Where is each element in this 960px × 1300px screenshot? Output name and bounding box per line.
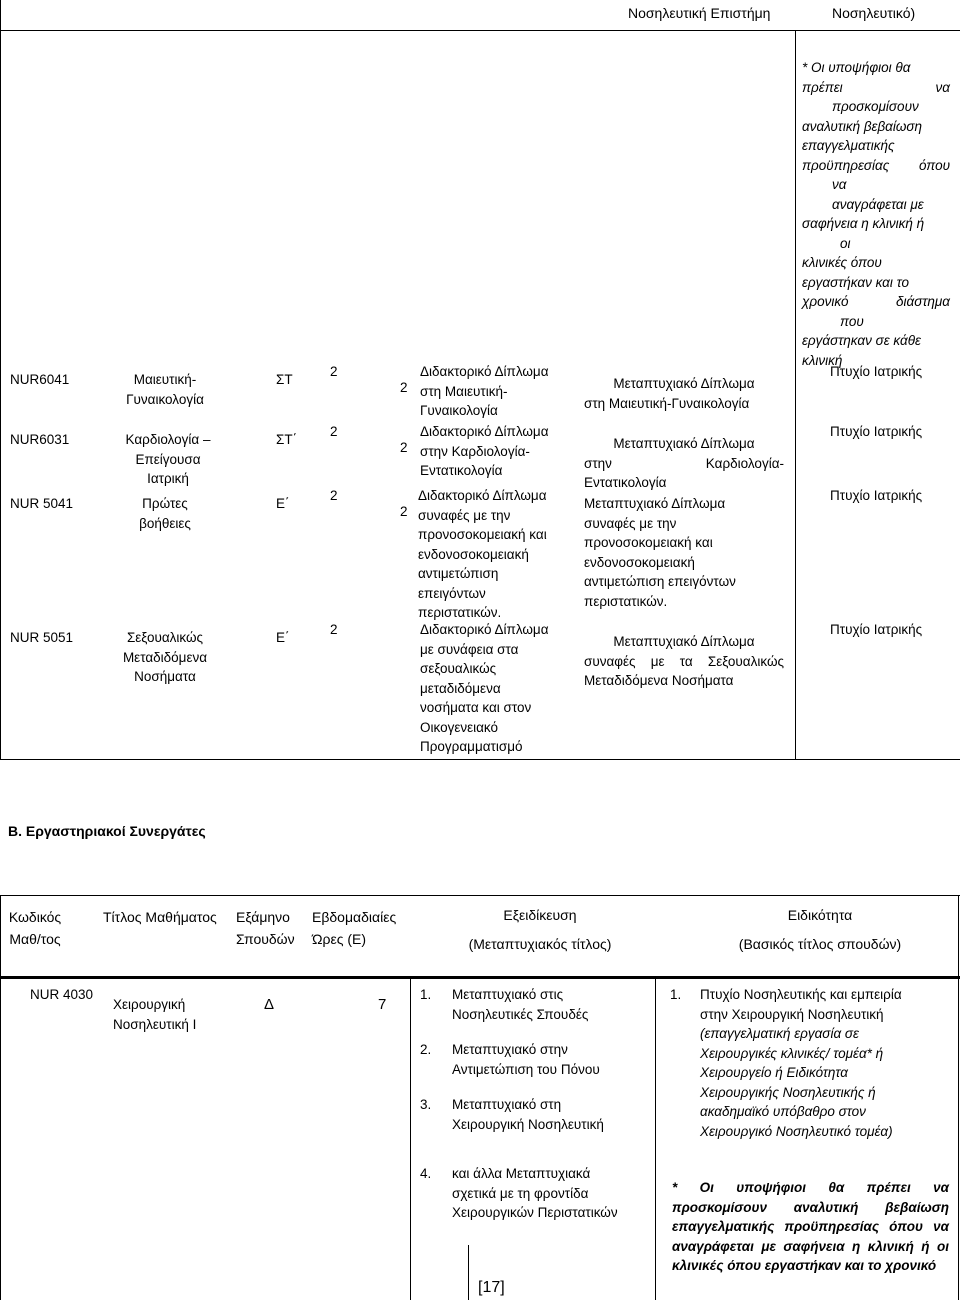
section-b-heading: Β. Εργαστηριακοί Συνεργάτες — [8, 823, 206, 839]
text-line: αναγράφεται με σαφήνεια η κλινική ή οι — [672, 1238, 949, 1254]
row-msc — [584, 632, 784, 691]
text-line: αναγράφεται με — [832, 196, 924, 212]
row-degree: Πτυχίο Ιατρικής — [830, 622, 923, 637]
text-line: επαγγελματικής προϋπηρεσίας όπου να — [672, 1219, 949, 1234]
text-line: Μεταπτυχιακό Δίπλωμα — [613, 376, 755, 391]
text-line: Πρώτες — [142, 496, 188, 511]
spec-item: 2. Μεταπτυχιακό στην Αντιμετώπιση του Πόνου — [420, 1040, 650, 1079]
text-line: προσκομίσουν αναλυτική βεβαίωση — [672, 1199, 949, 1215]
text-line: Μεταπτυχιακό στην — [452, 1042, 568, 1057]
top-header-spec: Νοσηλευτική Επιστήμη — [628, 5, 771, 21]
text-line: μεταδιδόμενα — [420, 680, 501, 696]
text-line: επειγόντων — [418, 585, 486, 601]
row-msc — [584, 494, 784, 611]
text-line: ενδονοσοκομειακή — [418, 546, 529, 562]
text-line: Διδακτορικό Δίπλωμα — [420, 622, 549, 637]
spec-item: 3. Μεταπτυχιακό στη Χειρουργική Νοσηλευτική — [420, 1095, 650, 1134]
row-phd — [420, 422, 590, 481]
header-specialization: Εξειδίκευση (Μεταπτυχιακός τίτλος) — [468, 907, 612, 952]
text-line: Μεταδιδόμενα — [122, 649, 208, 665]
text-line: Χειρουργικές κλινικές/ τομέα* ή — [700, 1045, 884, 1061]
text-line: Διδακτορικό Δίπλωμα — [420, 364, 549, 379]
text-line: σεξουαλικώς — [420, 661, 497, 676]
text-line: επαγγελματικής — [802, 138, 895, 153]
row-hours: 2 — [330, 424, 338, 439]
text-line: εργαστήκαν και το — [802, 274, 909, 290]
text-line: Χειρουργικής Νοσηλευτικής ή — [700, 1084, 876, 1100]
text-line: * Οι υποψήφιοι θα — [802, 60, 911, 75]
text-line: (επαγγελματική εργασία σε — [700, 1026, 859, 1041]
text-line: αντιμετώπιση επειγόντων — [584, 574, 736, 589]
row-degree: Πτυχίο Ιατρικής — [830, 424, 923, 439]
row-code: NUR 4030 — [30, 987, 94, 1002]
text-line: συναφές με την — [584, 515, 677, 531]
text-line: Μεταδιδόμενα Νοσήματα — [584, 673, 734, 688]
row-hours-2: 2 — [400, 440, 408, 455]
text-line: Ιατρική — [147, 471, 189, 486]
row-semester: ΣΤ΄ — [276, 432, 298, 447]
row-hours: 2 — [330, 488, 338, 503]
text-line: Χειρουργικό Νοσηλευτικό τομέα) — [700, 1123, 893, 1139]
row-specialization-list — [420, 985, 650, 1239]
row-code: NUR 5051 — [10, 630, 74, 645]
text-line: προϋπηρεσίας όπου — [802, 157, 950, 173]
text-line: Σεξουαλικώς — [126, 630, 204, 645]
row-degree: Πτυχίο Ιατρικής — [830, 488, 923, 503]
text-line: Εντατικολογία — [584, 475, 667, 490]
text-line: κλινικές όπου εργαστήκαν και το χρονικό — [672, 1258, 937, 1273]
text-line: Εντατικολογία — [420, 463, 503, 478]
text-line: Μεταπτυχιακό Δίπλωμα — [613, 436, 755, 451]
row-semester: Ε΄ — [276, 630, 290, 645]
row-title — [113, 430, 223, 489]
text-line: κλινικές όπου — [802, 255, 882, 270]
text-line: βοήθειες — [139, 515, 191, 531]
row-hours: 2 — [330, 364, 338, 379]
text-line: στη Μαιευτική- — [420, 383, 508, 399]
text-line: και άλλα Μεταπτυχιακά — [452, 1166, 591, 1181]
text-line: οι — [840, 235, 851, 251]
row-hours-2: 2 — [400, 380, 408, 395]
text-line: στην Καρδιολογία- — [420, 443, 530, 459]
text-line: αντιμετώπιση — [418, 566, 499, 581]
text-line: εργάστηκαν σε κάθε — [802, 333, 921, 348]
text-line: Χειρουργείο ή Ειδικότητα — [700, 1065, 848, 1080]
row-phd — [420, 620, 590, 757]
text-line: που — [840, 313, 864, 329]
text-line: Νοσήματα — [134, 669, 196, 684]
row-degree: 1. Πτυχίο Νοσηλευτικής και εμπειρία στην Χειρουργική Νοσηλευτική (επαγγελματική εργασία σε Χειρουργικές κλινικές/ τομέα* ή Χειρουργείο ή Ειδικότητα Χειρουργικής Νοσηλευτικής ή ακαδημαϊκό υπόβαθρο στον Χειρουργικό Νοσηλευτικό τομέα) * Οι υποψήφιοι θα πρέπει να προσκομίσουν αναλυτική βεβαίωση επαγγελματικής προϋπηρεσίας όπου να αναγράφεται με σαφήνεια η κλινική ή οι κλινικές όπου εργαστήκαν και το χρονικό — [670, 985, 950, 1276]
row-title — [105, 628, 225, 687]
row-code: NUR 5041 — [10, 496, 74, 511]
row-title — [105, 370, 225, 409]
text-line: Γυναικολογία — [420, 403, 498, 418]
text-line: αναλυτική βεβαίωση — [802, 118, 923, 134]
row-phd — [420, 362, 590, 421]
row-phd — [418, 486, 588, 623]
row-hours: 2 — [330, 622, 338, 637]
header-semester: Εξάμηνο Σπουδών — [236, 909, 295, 947]
text-line: Αντιμετώπιση του Πόνου — [452, 1061, 600, 1077]
row-title — [105, 494, 225, 533]
spec-item: 1. Μεταπτυχιακό στις Νοσηλευτικές Σπουδές — [420, 985, 650, 1024]
header-code: Κωδικός Μαθ/τος — [8, 909, 62, 947]
text-line: Διδακτορικό Δίπλωμα — [420, 424, 549, 439]
text-line: συναφές με την — [418, 507, 511, 523]
header-degree: Ειδικότητα (Βασικός τίτλος σπουδών) — [738, 907, 902, 952]
text-line: Γυναικολογία — [126, 391, 204, 407]
text-line: περιστατικών. — [418, 605, 502, 620]
text-line: προνοσοκομειακή και — [584, 535, 713, 550]
row-hours-2: 2 — [400, 504, 408, 519]
row-msc — [584, 434, 784, 493]
row-code: NUR6041 — [10, 372, 70, 387]
row-msc — [584, 374, 784, 413]
row-semester: Ε΄ — [276, 496, 290, 511]
page-number: [17] — [478, 1279, 505, 1296]
row-semester: ΣΤ — [276, 372, 293, 387]
row-title: Χειρουργική Νοσηλευτική Ι — [113, 997, 197, 1032]
text-line: στη Μαιευτική-Γυναικολογία — [584, 395, 750, 411]
text-line: ακαδημαϊκό υπόβαθρο στον — [700, 1104, 866, 1119]
text-line: με συνάφεια στα — [420, 641, 519, 657]
text-line: Διδακτορικό Δίπλωμα — [418, 488, 547, 503]
text-line: πρέπει να — [802, 79, 950, 95]
text-line: Μεταπτυχιακό στη — [452, 1097, 562, 1112]
text-line: Μεταπτυχιακό Δίπλωμα — [613, 634, 755, 649]
text-line: Χειρουργική Νοσηλευτική — [452, 1116, 604, 1132]
row-semester: Δ — [264, 996, 275, 1013]
text-line: Καρδιολογία – — [125, 432, 211, 447]
row-degree: Πτυχίο Ιατρικής — [830, 364, 923, 379]
text-line: σχετικά με τη φροντίδα — [452, 1185, 589, 1201]
row-code: NUR6031 — [10, 432, 70, 447]
text-line: Μεταπτυχιακό Δίπλωμα — [584, 496, 726, 511]
text-line: Προγραμματισμό — [420, 739, 523, 754]
note-column — [802, 58, 950, 370]
text-line: προνοσοκομειακή και — [418, 527, 547, 542]
text-line: στην Καρδιολογία- — [584, 455, 784, 471]
text-line: χρονικό διάστημα — [802, 294, 950, 309]
text-line: σαφήνεια η κλινική ή — [802, 216, 925, 231]
text-line: να — [832, 177, 847, 192]
text-line: συναφές με τα Σεξουαλικώς — [584, 653, 784, 669]
text-line: Επείγουσα — [135, 451, 201, 467]
header-hours: Εβδομαδιαίες Ώρες (Ε) — [312, 909, 397, 947]
top-header-degree: Νοσηλευτικό) — [832, 5, 916, 21]
text-line: Μαιευτική- — [133, 372, 197, 387]
text-line: ενδονοσοκομειακή — [584, 554, 695, 570]
text-line: * Οι υποψήφιοι θα πρέπει να — [672, 1180, 949, 1195]
header-title: Τίτλος Μαθήματος — [103, 909, 217, 925]
row-hours: 7 — [378, 996, 387, 1013]
text-line: περιστατικών. — [584, 593, 668, 609]
text-line: κλινική — [802, 352, 843, 368]
text-line: Νοσηλευτικές Σπουδές — [452, 1006, 589, 1022]
text-line: νοσήματα και στον — [420, 700, 532, 715]
text-line: Μεταπτυχιακό στις — [452, 987, 564, 1002]
text-line: Χειρουργικών Περιστατικών — [452, 1205, 618, 1220]
text-line: Οικογενειακό — [420, 719, 499, 735]
text-line: προσκομίσουν — [832, 99, 919, 114]
spec-item: 4. και άλλα Μεταπτυχιακά σχετικά με τη φροντίδα Χειρουργικών Περιστατικών — [420, 1164, 650, 1223]
